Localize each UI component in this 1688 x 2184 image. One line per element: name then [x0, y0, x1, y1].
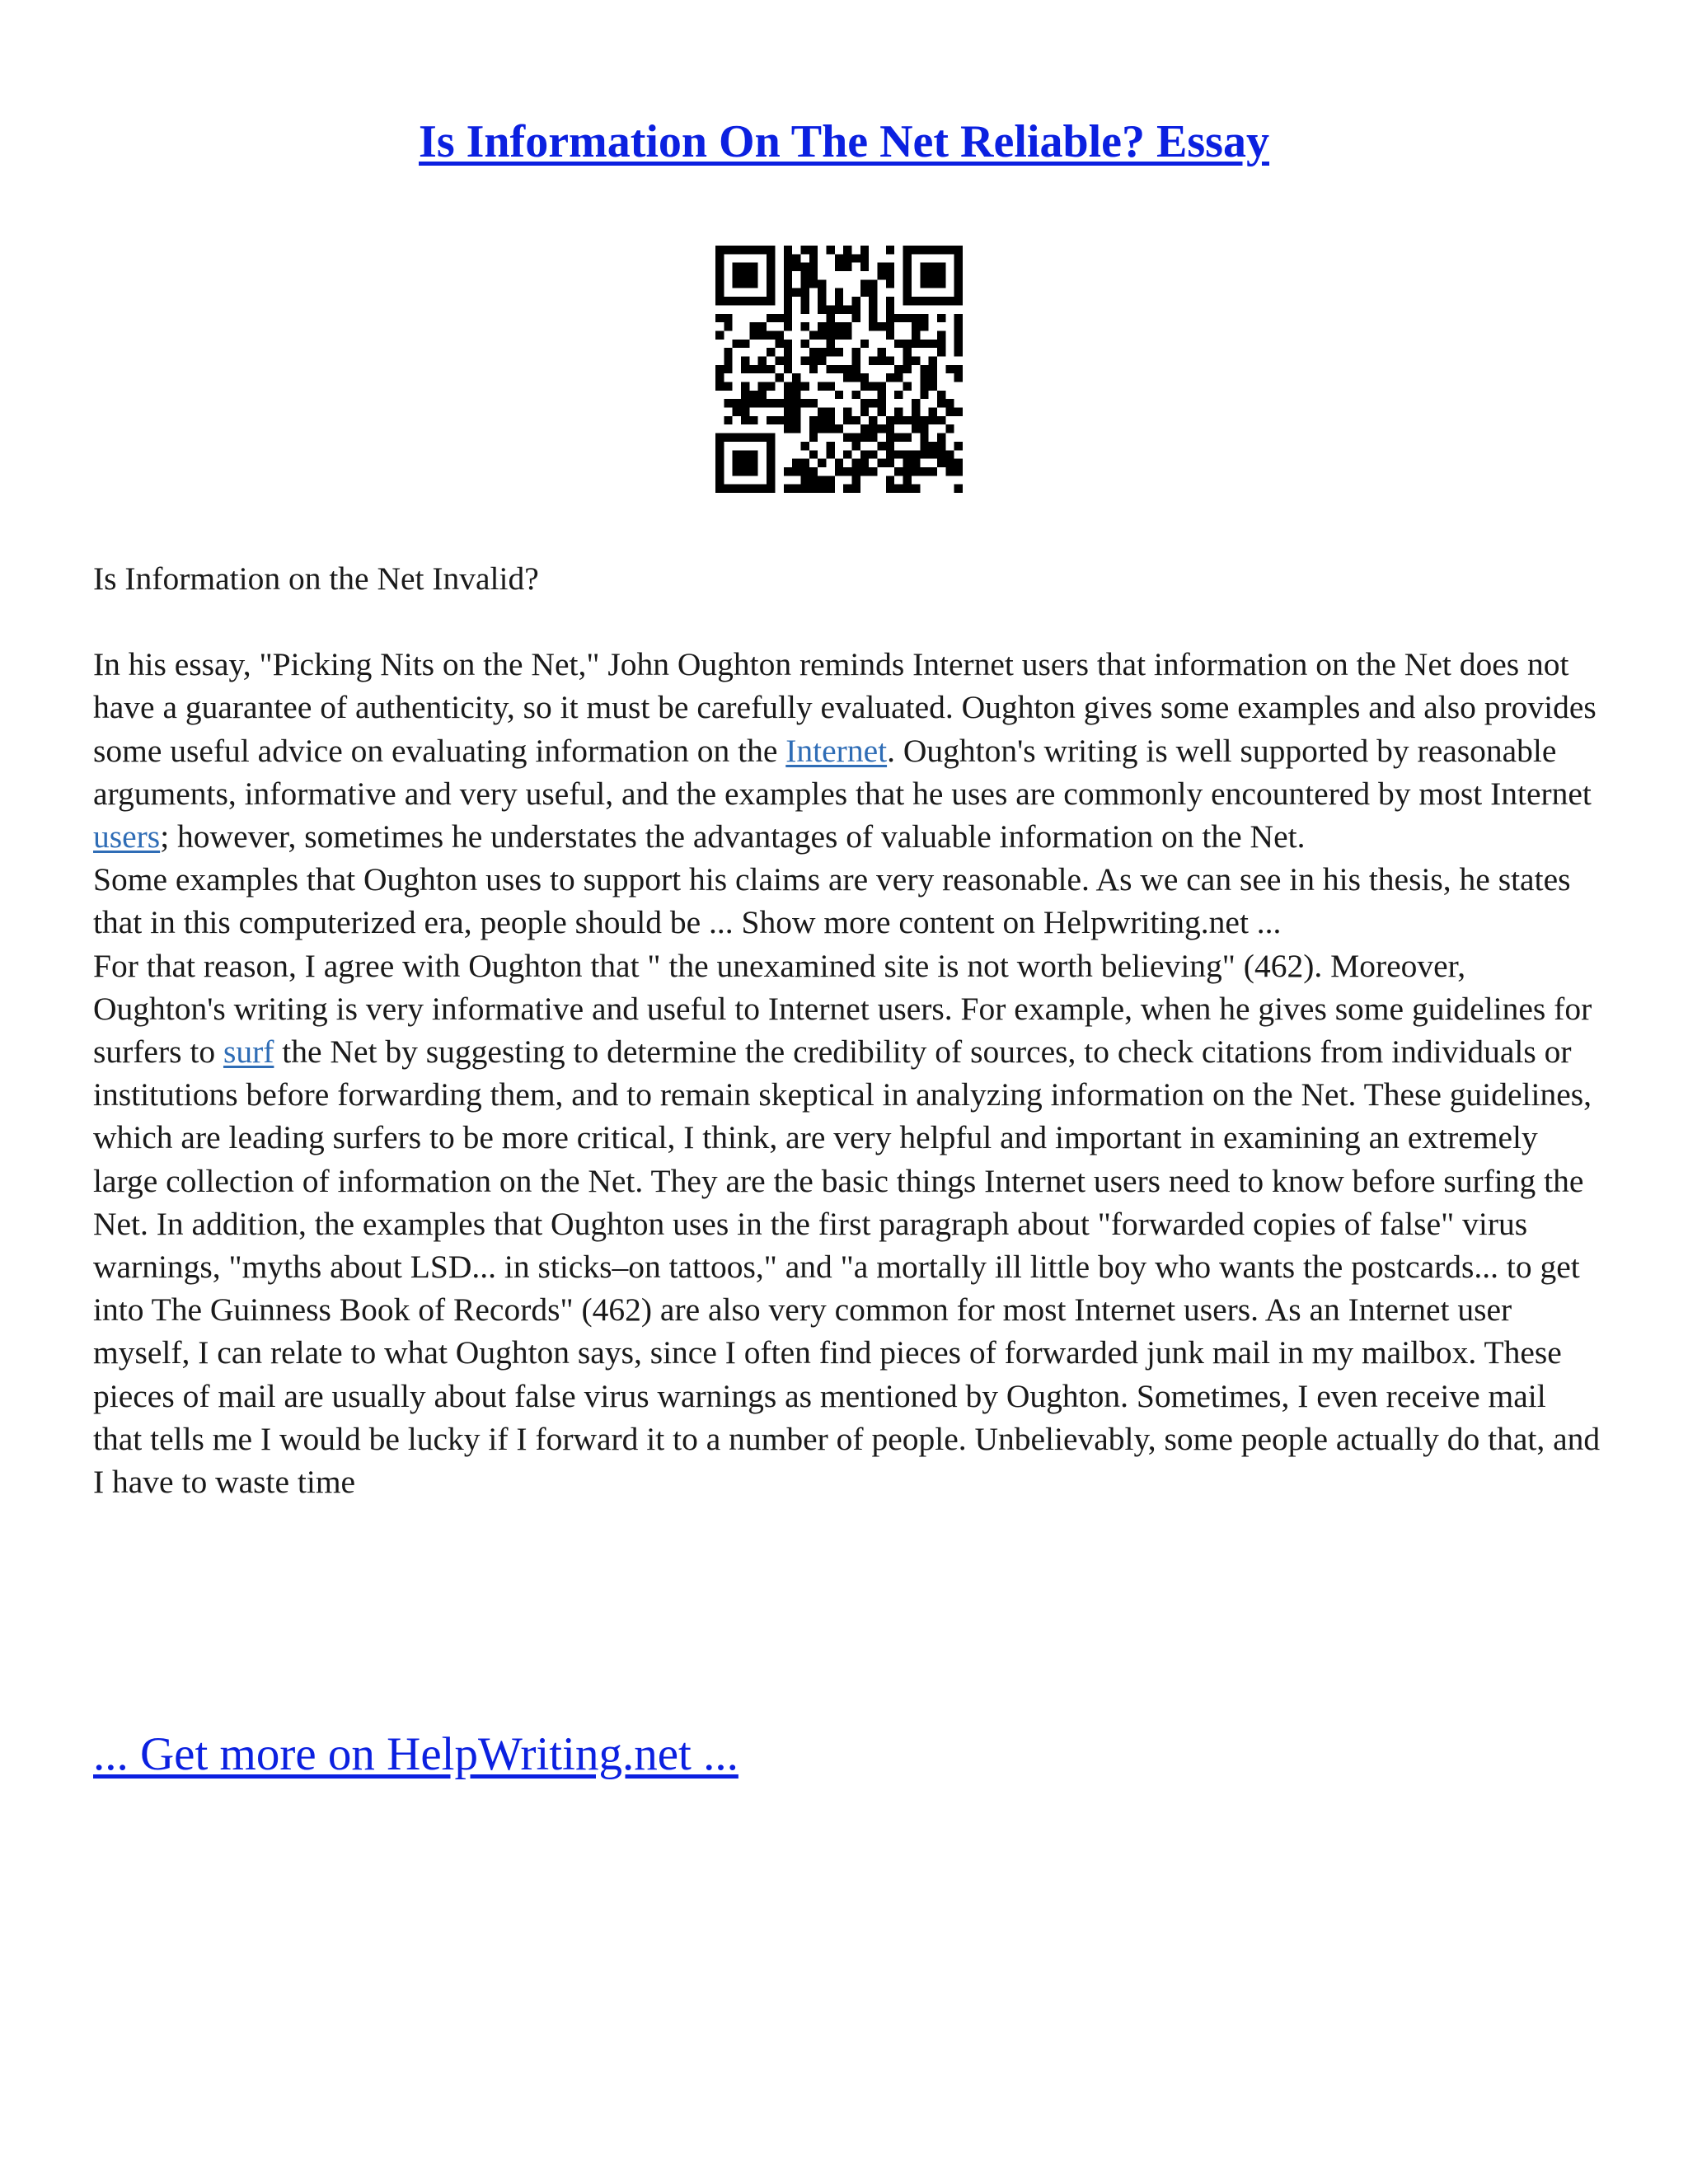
paragraph-agreement-text-2: the Net by suggesting to determine the credibility of sources, to check citations from individuals or institutions before forwarding them, and to remain skeptical in analyzing information on the Net. These guidelines, which are leading surfers to be more critical, I think, are very helpful and important in examining an extremely large collection of information on the Net. They are the basic things Internet users need to know before surfing the Net. In addition, the examples that Oughton uses in the first paragraph about "forwarded copies of false" virus warnings, "myths about LSD... in sticks–on tattoos," and "a mortally ill little boy who wants the postcards... to get into The Guinness Book of Records" (462) are also very common for most Internet users. As an Internet user myself, I can relate to what Oughton says, since I often find pieces of forwarded junk mail in my mailbox. These pieces of mail are usually about false virus warnings as mentioned by Oughton. Sometimes, I even receive mail that tells me I would be lucky if I forward it to a number of people. Unbelievably, some people actually do that, and I have to waste time [93, 1033, 1601, 1501]
users-link[interactable]: users [93, 818, 161, 855]
paragraph-intro [93, 643, 1601, 858]
internet-link[interactable]: Internet [785, 732, 888, 769]
paragraph-agreement [93, 944, 1601, 1504]
qr-code-image [715, 246, 963, 493]
title-container [0, 115, 1688, 168]
get-more-link[interactable]: ... Get more on HelpWriting.net ... [93, 1728, 738, 1780]
surf-link[interactable]: surf [223, 1033, 274, 1071]
paragraph-intro-text-2: . Oughton's writing is well supported by reasonable arguments, informative and very useful, and the examples that he uses are commonly encountered by most Internet [93, 732, 1592, 812]
essay-heading: Is Information on the Net Invalid? [93, 560, 539, 597]
paragraph-examples: Some examples that Oughton uses to support his claims are very reasonable. As we can see in his thesis, he states that in this computerized era, people should be ... Show more content on Helpwriting.net ... [93, 861, 1571, 941]
paragraph-intro-text-3: ; however, sometimes he understates the advantages of valuable information on the Net. [160, 818, 1306, 855]
paragraph-agreement-text-1: For that reason, I agree with Oughton that " the unexamined site is not worth believing" (462). Moreover, Oughton's writing is very informative and useful to Internet users. For example, when he gives some guidelines for surfers to [93, 947, 1592, 1071]
qr-code-graphic [715, 246, 963, 493]
page-title-link[interactable]: Is Information On The Net Reliable? Essay [419, 116, 1269, 167]
essay-body [93, 557, 1601, 1503]
paragraph-intro-text-1: In his essay, "Picking Nits on the Net," John Oughton reminds Internet users that information on the Net does not have a guarantee of authenticity, so it must be carefully evaluated. Oughton gives some examples and also provides some useful advice on evaluating information on the [93, 646, 1597, 769]
paragraph-spacer [93, 600, 1601, 643]
